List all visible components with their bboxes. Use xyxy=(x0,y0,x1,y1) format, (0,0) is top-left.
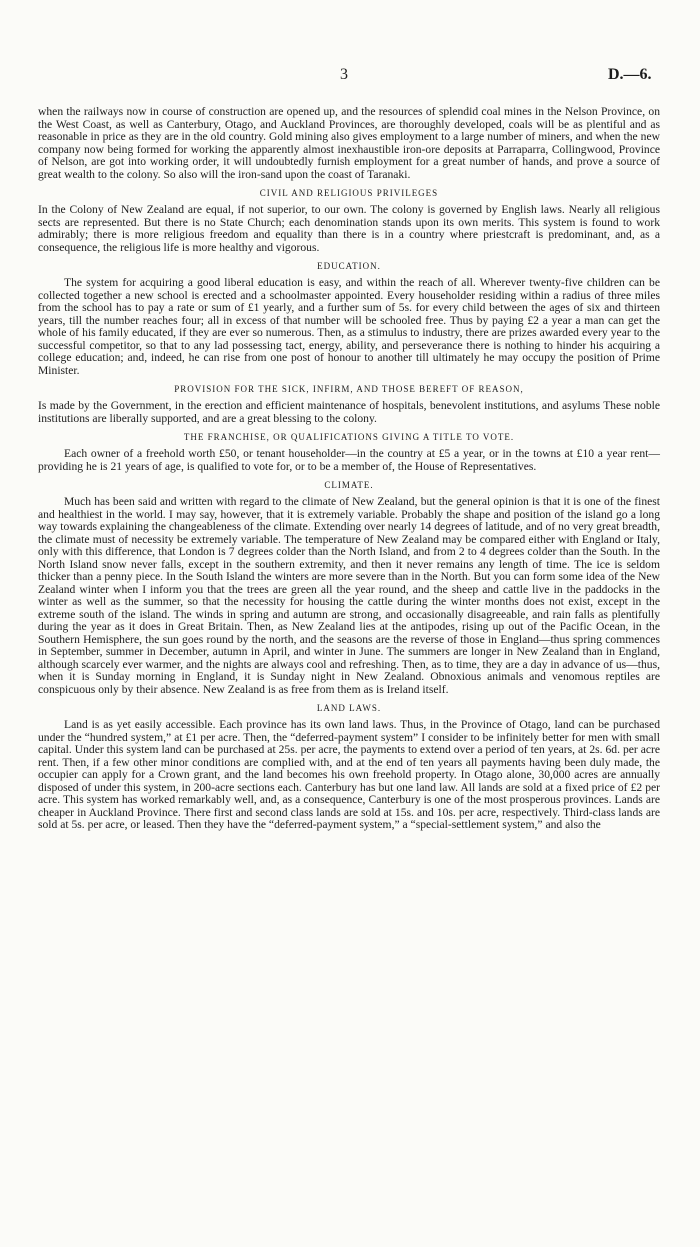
section-heading: CIVIL AND RELIGIOUS PRIVILEGES xyxy=(259,188,439,198)
section-paragraph: The system for acquiring a good liberal education is easy, and within the reach of all. Wherever twenty-five children can be collected together a new school is erected and a schoolmaster appointed. Every householder residing within a radius of three miles from the school has to pay a rate or sum of £1 yearly, and a further sum of 5s. for every child between the ages of six and thirteen years, till the number reaches four; all in excess of that number will be schooled free. Thus by paying £2 a year a man can get the whole of his family educated, if they are ever so numerous. Then, as a stimulus to industry, there are prizes awarded every year to the successful competitor, so that to any lad possessing tact, energy, ability, and perseverance there is nothing to hinder his acquiring a college education; and, indeed, he can rise from one post of honour to another till ultimately he may occupy the position of Prime Minister. xyxy=(38,276,660,377)
section-education xyxy=(38,260,660,377)
section-heading: EDUCATION. xyxy=(317,261,381,271)
section-civil-religious xyxy=(38,187,660,254)
document-reference: D.—6. xyxy=(608,66,652,83)
section-provision-sick xyxy=(38,383,660,425)
section-climate xyxy=(38,479,660,696)
section-land-laws xyxy=(38,702,660,832)
document-body xyxy=(38,106,660,832)
section-heading: CLIMATE. xyxy=(324,480,374,490)
section-heading: PROVISION FOR THE SICK, INFIRM, AND THOSE BEREFT OF REASON, xyxy=(174,384,524,394)
section-heading: LAND LAWS. xyxy=(316,703,382,713)
section-franchise xyxy=(38,431,660,473)
section-paragraph: Is made by the Government, in the erection and efficient maintenance of hospitals, benevolent institutions, and asylums These noble institutions are liberally supported, and are a great blessing to the colony. xyxy=(38,399,660,425)
page-number: 3 xyxy=(340,66,348,83)
section-paragraph: Each owner of a freehold worth £50, or tenant householder—in the country at £5 a year, or in the towns at £10 a year rent—providing he is 21 years of age, is qualified to vote for, or to be a member of, the House of Representatives. xyxy=(38,447,660,473)
page-header xyxy=(0,66,700,90)
section-paragraph: Much has been said and written with regard to the climate of New Zealand, but the general opinion is that it is one of the finest and healthiest in the world. I may say, however, that it is extremely variable. Probably the shape and position of the island go a long way towards explaining the changeableness of the climate. Extending over nearly 14 degrees of latitude, and of no very great breadth, the climate must of necessity be extremely variable. The temperature of New Zealand may be compared either with England or Italy, only with this difference, that London is 7 degrees colder than the North Island, and from 2 to 4 degrees colder than the South. In the North Island snow never falls, except in the southern extremity, and then it never remains any length of time. The ice is seldom thicker than a penny piece. In the South Island the winters are more severe than in the North. But you can form some idea of the New Zealand winter when I inform you that the trees are green all the year round, and the sheep and cattle live in the paddocks in the winter as well as the summer, so that the necessity for housing the cattle during the winter months does not exist, except in the extreme south of the island. The winds in spring and autumn are strong, and occasionally disagreeable, and rain falls as plentifully during the year as it does in Great Britain. Then, as New Zealand lies at the antipodes, rising up out of the Pacific Ocean, in the Southern Hemisphere, the sun goes round by the north, and the seasons are the reverse of those in England—thus spring commences in September, summer in December, autumn in April, and winter in June. The summers are longer in New Zealand than in England, although scarcely ever warmer, and the nights are always cool and refreshing. Then, as to time, they are a day in advance of us—thus, when it is Sunday morning in England, it is Sunday night in New Zealand. Obnoxious animals and venomous reptiles are conspicuous only by their absence. New Zealand is as free from them as is Ireland itself. xyxy=(38,495,660,696)
intro-paragraph: when the railways now in course of construction are opened up, and the resources of splendid coal mines in the Nelson Province, on the West Coast, as well as Canterbury, Otago, and Auckland Provinces, are thoroughly developed, coals will be as plentiful and as reasonable in price as they are in the old country. Gold mining also gives employment to a large number of miners, and when the new company now being formed for working the apparently almost inexhaustible iron-ore deposits at Parraparra, Collingwood, Province of Nelson, are got into working order, it will undoubtedly furnish employment for a great number of hands, and prove a source of great wealth to the colony. So also will the iron-sand upon the coast of Taranaki. xyxy=(38,105,660,181)
section-paragraph: In the Colony of New Zealand are equal, if not superior, to our own. The colony is governed by English laws. Nearly all religious sects are represented. But there is no State Church; each denomination stands upon its own merits. This system is found to work admirably; there is more religious freedom and equality than there is in a country where priestcraft is predominant, and, as a consequence, the religious life is more healthy and vigorous. xyxy=(38,203,660,254)
section-paragraph: Land is as yet easily accessible. Each province has its own land laws. Thus, in the Province of Otago, land can be purchased under the “hundred system,” at £1 per acre. Then, the “deferred-payment system” I consider to be infinitely better for men with small capital. Under this system land can be purchased at 25s. per acre, the payments to extend over a period of ten years, at 2s. 6d. per acre rent. Then, if a few other minor conditions are complied with, and at the end of ten years all payments having been duly made, the occupier can apply for a Crown grant, and the land becomes his own freehold property. In Otago alone, 30,000 acres are annually disposed of under this system, in 200-acre sections each. Canterbury has but one land law. All lands are sold at a fixed price of £2 per acre. This system has worked remarkably well, and, as a consequence, Canterbury is one of the most prosperous provinces. Lands are cheaper in Auckland Province. There first and second class lands are sold at 15s. and 10s. per acre, respectively. Third-class lands are sold at 5s. per acre, or leased. Then they have the “deferred-payment system,” a “special-settlement system,” and also the xyxy=(38,718,660,831)
section-heading: THE FRANCHISE, OR QUALIFICATIONS GIVING A TITLE TO VOTE. xyxy=(183,432,515,442)
